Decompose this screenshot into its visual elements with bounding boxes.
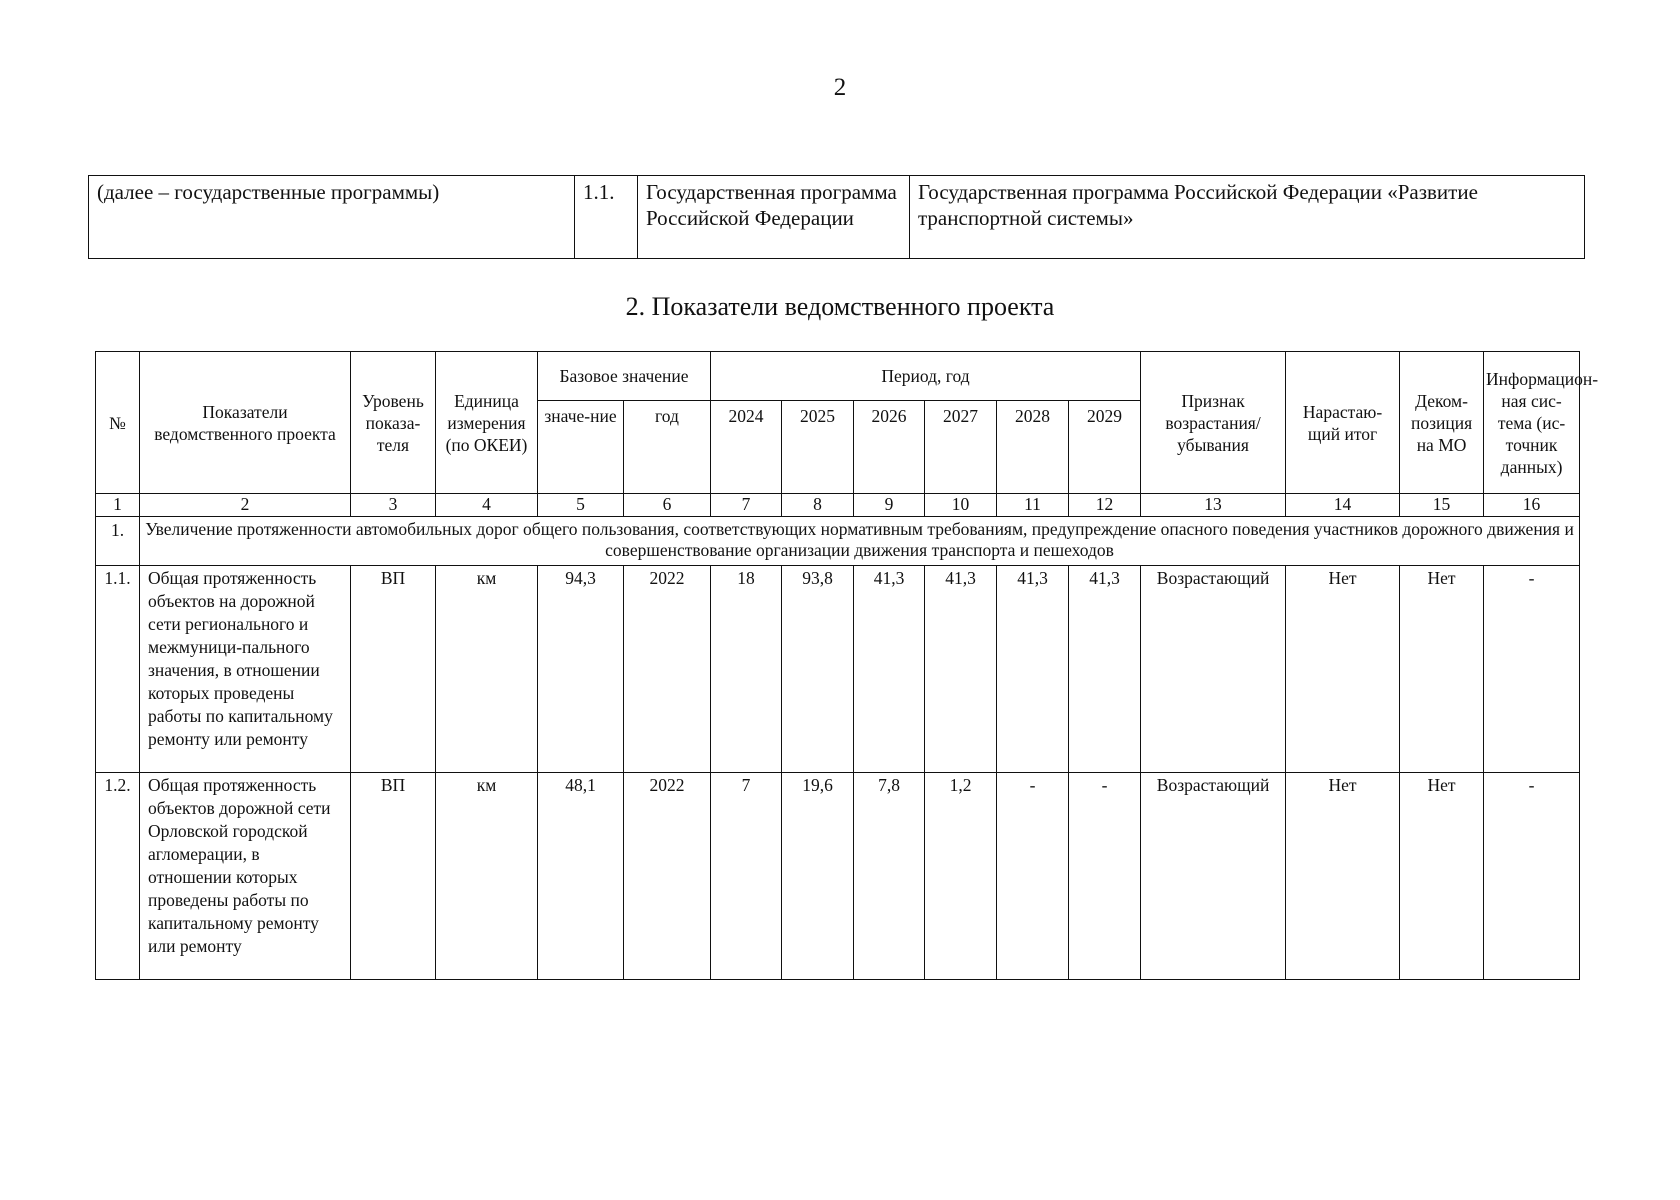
header-year: 2026 [854,401,925,494]
decomposition: Нет [1400,773,1484,980]
program-number: 1.1. [575,176,638,259]
header-level: Уровень показа-теля [351,352,436,494]
period-value: 18 [711,566,782,773]
programs-table [88,175,1585,259]
task-number: 1. [96,517,140,566]
column-number: 9 [854,494,925,517]
column-numbers-row [96,494,1580,517]
program-name: Государственная программа Российской Федерации «Развитие транспортной системы» [910,176,1585,259]
header-period: Период, год [711,352,1141,401]
header-year: 2024 [711,401,782,494]
base-year: 2022 [624,773,711,980]
period-value: 93,8 [782,566,854,773]
indicator-name: Общая протяженность объектов на дорожной сети регионального и межмуници-пального значения, в отношении которых проведены работы по капитальному ремонту или ремонту [140,566,351,773]
indicators-table [95,351,1599,980]
column-number: 8 [782,494,854,517]
period-value: 19,6 [782,773,854,980]
indicator-unit: км [436,566,538,773]
column-number: 3 [351,494,436,517]
trend: Возрастающий [1141,566,1286,773]
indicator-name: Общая протяженность объектов дорожной сети Орловской городской агломерации, в отношении которых проведены работы по капитальному ремонту или ремонту [140,773,351,980]
period-value: 41,3 [997,566,1069,773]
base-value: 94,3 [538,566,624,773]
column-number: 4 [436,494,538,517]
header-decomposition: Деком-позиция на МО [1400,352,1484,494]
row-number: 1.1. [96,566,140,773]
indicator-level: ВП [351,566,436,773]
column-number: 7 [711,494,782,517]
column-number: 12 [1069,494,1141,517]
column-number: 14 [1286,494,1400,517]
header-num: № [96,352,140,494]
period-value: 41,3 [1069,566,1141,773]
row-number: 1.2. [96,773,140,980]
column-number: 2 [140,494,351,517]
column-number: 1 [96,494,140,517]
section-title: 2. Показатели ведомственного проекта [625,292,1055,321]
period-value: - [997,773,1069,980]
indicator-unit: км [436,773,538,980]
header-base-value: значе-ние [538,401,624,494]
header-cumulative: Нарастаю-щий итог [1286,352,1400,494]
header-row-1 [96,352,1580,401]
header-year: 2029 [1069,401,1141,494]
column-number: 10 [925,494,997,517]
decomposition: Нет [1400,566,1484,773]
header-base: Базовое значение [538,352,711,401]
column-number: 15 [1400,494,1484,517]
info-system: - [1484,773,1580,980]
period-value: 7,8 [854,773,925,980]
programs-row [89,176,1585,259]
header-trend: Признак возрастания/ убывания [1141,352,1286,494]
header-year: 2025 [782,401,854,494]
period-value: 7 [711,773,782,980]
period-value: - [1069,773,1141,980]
table-row [96,773,1580,980]
program-type: Государственная программа Российской Федерации [638,176,910,259]
task-row [96,517,1580,566]
info-system: - [1484,566,1580,773]
base-value: 48,1 [538,773,624,980]
header-indicator-name: Показатели ведомственного проекта [140,352,351,494]
header-info-system: Информацион-ная сис-тема (ис-точник данных) [1484,352,1580,494]
table-row [96,566,1580,773]
period-value: 41,3 [925,566,997,773]
column-number: 6 [624,494,711,517]
header-year: 2027 [925,401,997,494]
page-number: 2 [833,74,847,101]
column-number: 11 [997,494,1069,517]
task-text: Увеличение протяженности автомобильных дорог общего пользования, соответствующих нормативным требованиям, предупреждение опасного поведения участников дорожного движения и совершенствование организации движения транспорта и пешеходов [140,517,1580,566]
cumulative: Нет [1286,566,1400,773]
header-year: 2028 [997,401,1069,494]
base-year: 2022 [624,566,711,773]
cumulative: Нет [1286,773,1400,980]
column-number: 5 [538,494,624,517]
trend: Возрастающий [1141,773,1286,980]
indicator-level: ВП [351,773,436,980]
period-value: 41,3 [854,566,925,773]
period-value: 1,2 [925,773,997,980]
programs-label: (далее – государственные программы) [89,176,575,259]
column-number: 16 [1484,494,1580,517]
header-unit: Единица измерения (по ОКЕИ) [436,352,538,494]
header-base-year: год [624,401,711,494]
column-number: 13 [1141,494,1286,517]
